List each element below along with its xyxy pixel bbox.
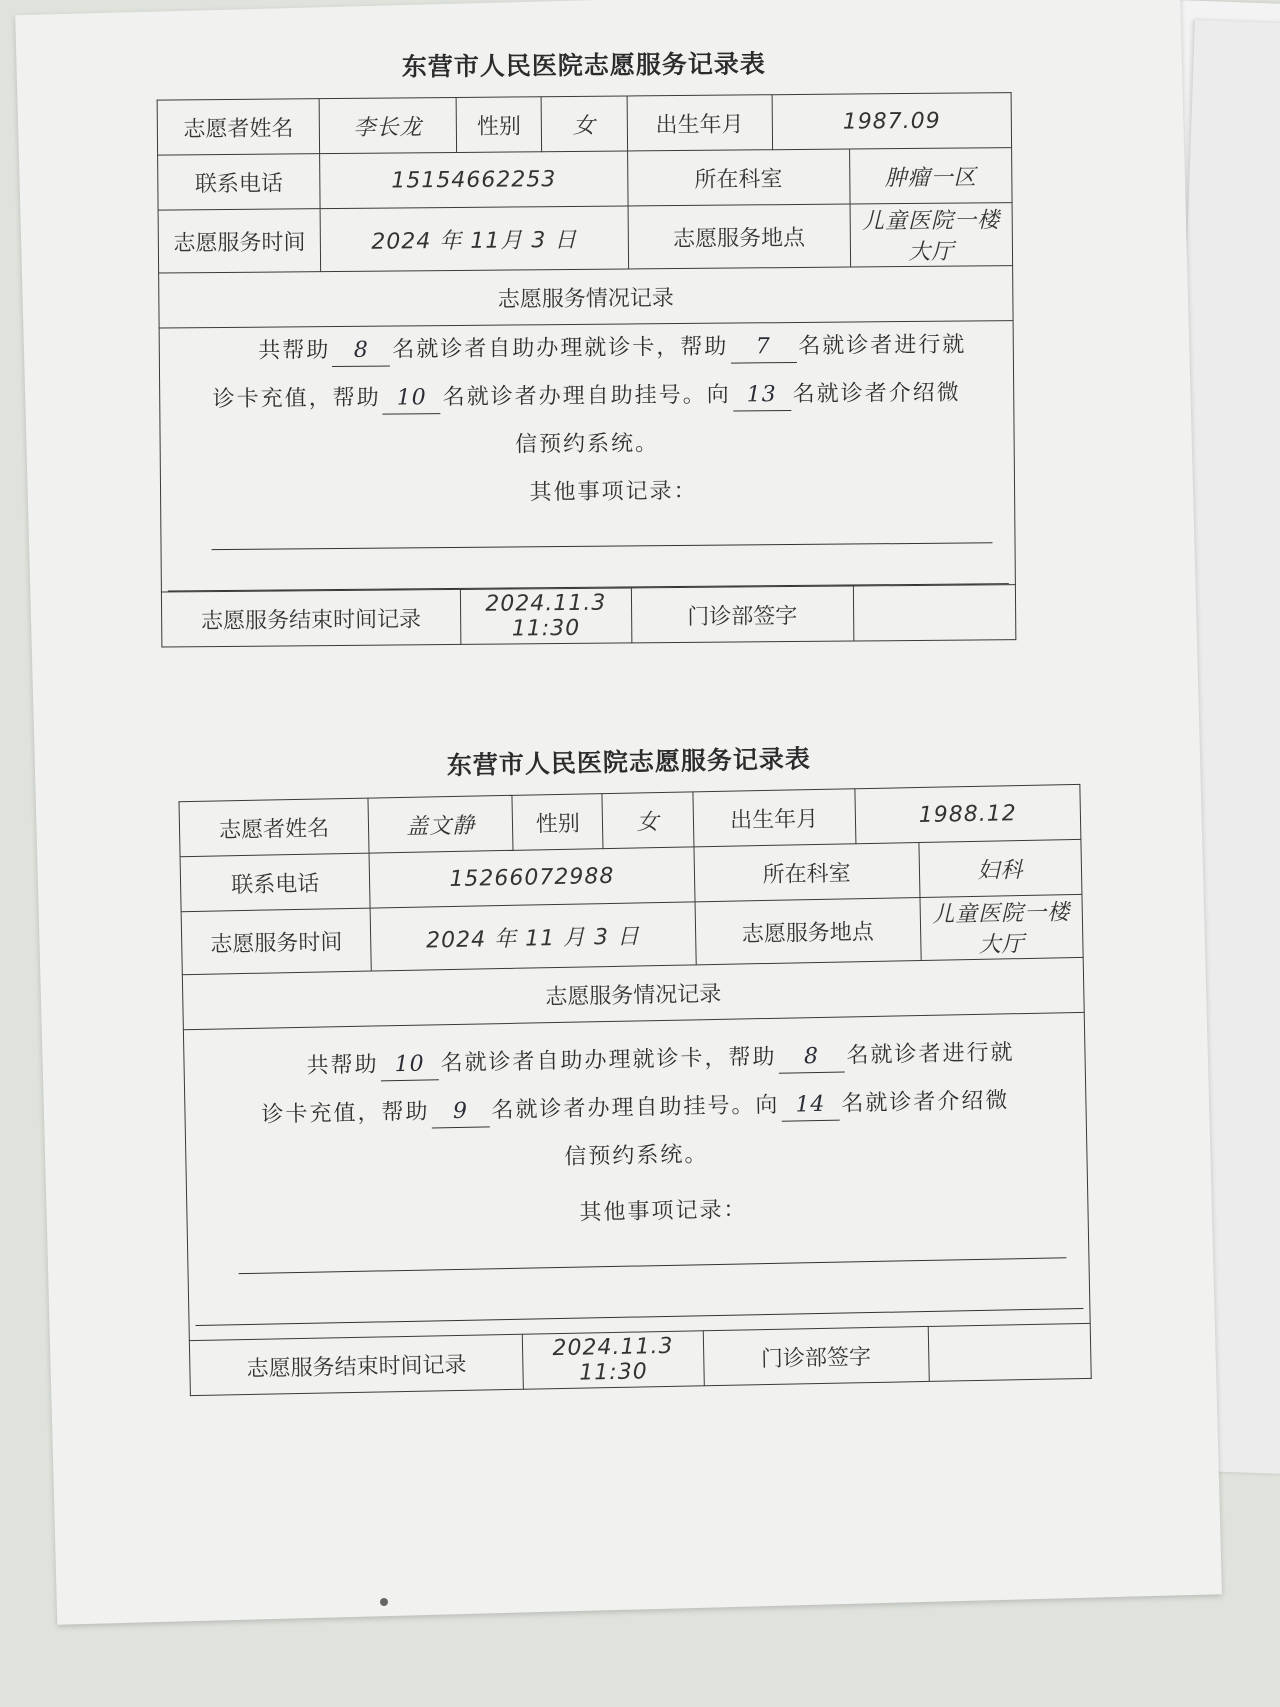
count-registration: 9 [431,1096,490,1128]
count-id-card: 10 [380,1049,439,1081]
form-title: 东营市人民医院志愿服务记录表 [401,49,766,82]
label-service-place: 志愿服务地点 [628,204,851,269]
record-text: 名就诊者进行就 [798,332,967,359]
record-text: 名就诊者介绍微 [792,380,961,408]
value-birth: 1988.12 [855,784,1081,843]
record-table [157,92,1017,647]
section-heading: 志愿服务情况记录 [182,957,1084,1029]
label-phone: 联系电话 [180,853,370,912]
value-end-time: 2024.11.3 11:30 [460,588,631,644]
record-text: 名就诊者进行就 [846,1039,1015,1068]
value-end-time: 2024.11.3 11:30 [523,1331,704,1389]
record-text: 名就诊者介绍微 [841,1087,1010,1117]
count-id-card: 8 [332,336,390,368]
label-signature: 门诊部签字 [703,1326,929,1385]
record-form-2 [178,736,1092,1396]
other-notes-label: 其他事项记录： [529,478,698,506]
label-gender: 性别 [456,97,542,153]
label-service-time: 志愿服务时间 [158,209,321,273]
notes-line [168,543,1009,591]
section-heading: 志愿服务情况记录 [159,266,1013,328]
value-phone: 15266072988 [369,847,694,908]
label-end-time: 志愿服务结束时间记录 [189,1334,523,1395]
record-text: 名就诊者办理自助挂号。向 [442,382,731,411]
value-birth: 1987.09 [772,93,1012,150]
value-signature [928,1323,1091,1381]
value-gender: 女 [541,96,627,152]
record-text: 信预约系统。 [564,1141,709,1170]
value-department: 妇科 [919,839,1082,897]
value-volunteer-name: 盖文静 [368,795,513,853]
value-service-time: 2024 年 11 月 3 日 [370,902,695,971]
count-registration: 10 [383,383,441,415]
record-text: 名就诊者自助办理就诊卡，帮助 [392,334,729,363]
label-department: 所在科室 [694,843,920,902]
label-department: 所在科室 [627,149,850,206]
record-form-1 [156,44,1016,647]
ink-dot [380,1598,388,1606]
service-record-body [183,1012,1090,1340]
label-phone: 联系电话 [158,154,321,210]
count-wechat: 14 [781,1089,840,1121]
record-text: 共帮助 [258,338,331,364]
record-text: 诊卡充值，帮助 [261,1098,430,1128]
label-service-time: 志愿服务时间 [181,908,371,975]
record-table [178,784,1091,1396]
value-volunteer-name: 李长龙 [319,97,456,153]
label-volunteer-name: 志愿者姓名 [157,99,320,155]
record-text: 共帮助 [306,1051,379,1079]
value-gender: 女 [602,792,693,849]
notes-line [211,502,992,550]
record-text: 诊卡充值，帮助 [212,385,381,413]
form-title: 东营市人民医院志愿服务记录表 [446,744,812,781]
label-birth: 出生年月 [692,789,855,847]
value-service-place: 儿童医院一楼大厅 [920,894,1083,960]
paper-sheet [15,0,1222,1625]
label-gender: 性别 [512,794,603,851]
count-recharge: 8 [778,1041,845,1073]
count-recharge: 7 [730,332,796,364]
value-service-place: 儿童医院一楼大厅 [850,203,1013,267]
value-signature [853,585,1016,641]
label-signature: 门诊部签字 [631,586,854,643]
label-volunteer-name: 志愿者姓名 [179,798,369,857]
label-end-time: 志愿服务结束时间记录 [161,589,460,647]
record-text: 名就诊者办理自助挂号。向 [491,1092,780,1123]
value-department: 肿瘤一区 [849,148,1012,204]
other-notes-label: 其他事项记录： [579,1196,748,1226]
service-record-body [159,321,1015,592]
label-service-place: 志愿服务地点 [695,898,921,965]
record-text: 信预约系统。 [515,431,660,458]
count-wechat: 13 [733,380,791,412]
record-text: 名就诊者自助办理就诊卡，帮助 [440,1044,777,1076]
label-birth: 出生年月 [627,95,773,151]
value-service-time: 2024 年 11月 3 日 [320,206,628,272]
value-phone: 15154662253 [320,151,628,209]
